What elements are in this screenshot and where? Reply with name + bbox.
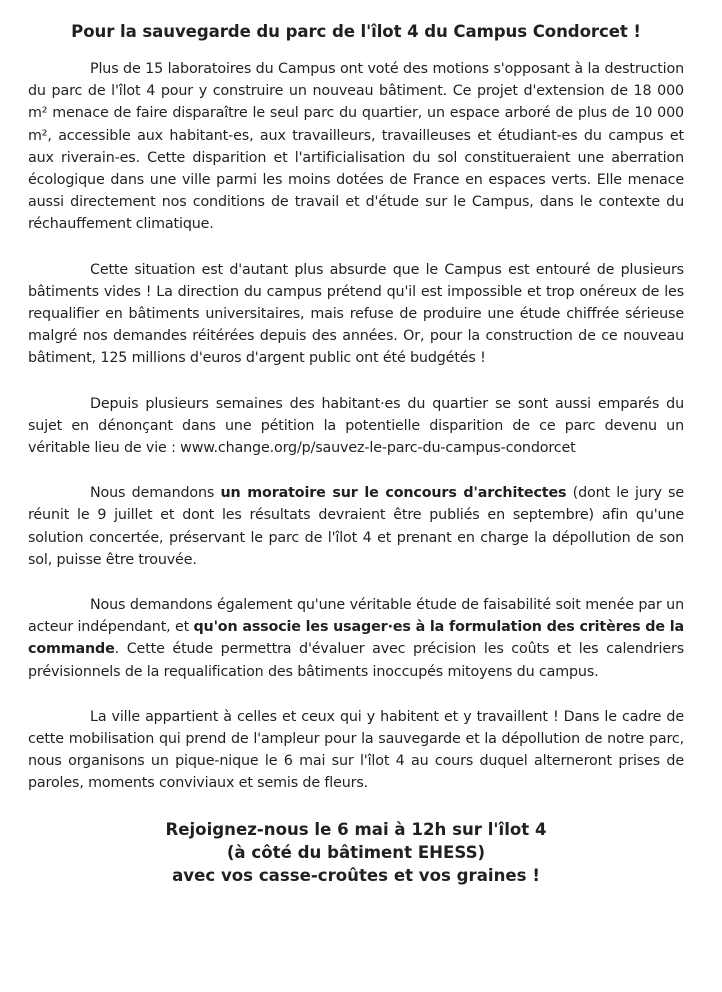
paragraph-feasibility-study (28, 594, 684, 683)
call-to-action-line: (à côté du bâtiment EHESS) (226, 842, 486, 862)
paragraph-petition: Depuis plusieurs semaines des habitant·es du quartier se sont aussi emparés du sujet en dénonçant dans une pétition la potentielle disparition de ce parc devenu un véritable lieu de vie : www.change.org/p/sauvez-le-parc-du-campus-condorcet (28, 395, 684, 457)
paragraph-motions: Plus de 15 laboratoires du Campus ont voté des motions s'opposant à la destruction du parc de l'îlot 4 pour y construire un nouveau bâtiment. Ce projet d'extension de 18 000 m² menace de faire disparaître le seul parc du quartier, un espace arboré de plus de 10 000 m², accessible aux habitant-es, aux travailleurs, travailleuses et étudiant-es du campus et aux riverain-es. Cette disparition et l'artificialisation du sol constitueraient une aberration écologique dans une ville parmi les moins dotées de France en espaces verts. Elle menace aussi directement nos conditions de travail et d'étude sur le Campus, dans le contexte du réchauffement climatique. (28, 61, 684, 233)
paragraph-picnic: La ville appartient à celles et ceux qui y habitent et y travaillent ! Dans le cadre de cette mobilisation qui prend de l'ampleur pour la sauvegarde et la dépollution de notre parc, nous organisons un pique-nique le 6 mai sur l'îlot 4 au cours duquel alterneront prises de paroles, moments conviviaux et semis de fleurs. (28, 708, 684, 792)
paragraph-emphasis: un moratoire sur le concours d'architectes (220, 485, 567, 502)
page-title: Pour la sauvegarde du parc de l'îlot 4 du Campus Condorcet ! (71, 22, 641, 41)
paragraph-text: Nous demandons (90, 485, 221, 502)
call-to-action-line: Rejoignez-nous le 6 mai à 12h sur l'îlot 4 (165, 819, 547, 839)
paragraph-emphasis: qu'on associe les usager·es à la formulation des critères de la commande (28, 619, 685, 658)
paragraph-text: . Cette étude permettra d'évaluer avec précision les coûts et les calendriers prévisionnels de la requalification des bâtiments inoccupés mitoyens du campus. (28, 641, 684, 680)
call-to-action (28, 818, 684, 887)
paragraph-text: Nous demandons également qu'une véritable étude de faisabilité soit menée par un acteur indépendant, et (28, 597, 684, 636)
call-to-action-line: avec vos casse-croûtes et vos graines ! (172, 865, 540, 885)
paragraph-moratorium (28, 482, 684, 571)
paragraph-empty-buildings: Cette situation est d'autant plus absurde que le Campus est entouré de plusieurs bâtiments vides ! La direction du campus prétend qu'il est impossible et trop onéreux de les requalifier en bâtiments universitaires, mais refuse de produire une étude chiffrée sérieuse malgré nos demandes réitérées depuis des années. Or, pour la construction de ce nouveau bâtiment, 125 millions d'euros d'argent public ont été budgétés ! (28, 261, 684, 367)
paragraph-text: (dont le jury se réunit le 9 juillet et dont les résultats devraient être publiés en septembre) afin qu'une solution concertée, préservant le parc de l'îlot 4 et prenant en charge la dépollution de son sol, puisse être trouvée. (28, 485, 684, 568)
